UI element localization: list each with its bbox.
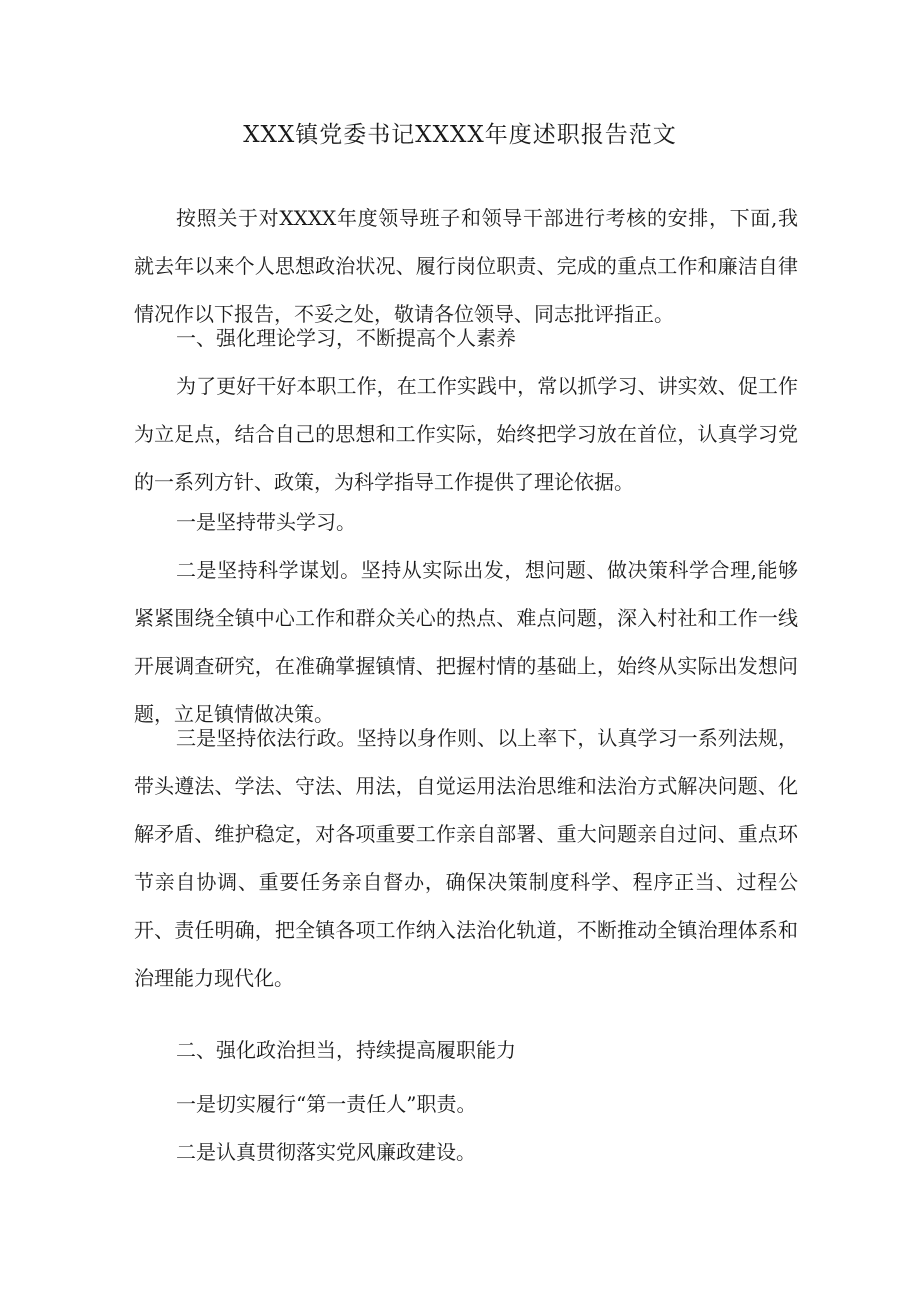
section1-paragraph: 为了更好干好本职工作，在工作实践中，常以抓学习、讲实效、促工作为立足点，结合自己的思想和工作实际，始终把学习放在首位，认真学习党的一系列方针、政策，为科学指导工作提供了理论依据。 xyxy=(134,374,798,494)
list-item-2: 二是坚持科学谋划。坚持从实际出发，想问题、做决策科学合理,能够紧紧围绕全镇中心工作和群众关心的热点、难点问题，深入村社和工作一线开展调查研究，在准确掌握镇情、把握村情的基础上，始终从实际出发想问题，立足镇情做决策。 xyxy=(134,558,798,726)
list-item-3: 三是坚持依法行政。坚持以身作则、以上率下，认真学习一系列法规，带头遵法、学法、守法、用法，自觉运用法治思维和法治方式解决问题、化解矛盾、维护稳定，对各项重要工作亲自部署、重大问题亲自过问、重点环节亲自协调、重要任务亲自督办，确保决策制度科学、程序正当、过程公开、责任明确，把全镇各项工作纳入法治化轨道，不断推动全镇治理体系和治理能力现代化。 xyxy=(134,726,798,990)
list-item-4: 一是切实履行“第一责任人”职责。 xyxy=(176,1092,477,1116)
list-item-1: 一是坚持带头学习。 xyxy=(176,510,356,534)
section-heading-2: 二、强化政治担当，持续提高履职能力 xyxy=(176,1038,516,1062)
section-heading-1: 一、强化理论学习，不断提高个人素养 xyxy=(176,326,516,350)
document-title: XXX镇党委书记XXXX年度述职报告范文 xyxy=(243,122,677,148)
list-item-5: 二是认真贯彻落实党风廉政建设。 xyxy=(176,1140,476,1164)
intro-paragraph: 按照关于对XXXX年度领导班子和领导干部进行考核的安排，下面,我就去年以来个人思想政治状况、履行岗位职责、完成的重点工作和廉洁自律情况作以下报告，不妥之处，敬请各位领导、同志批评指正。 xyxy=(134,206,798,326)
